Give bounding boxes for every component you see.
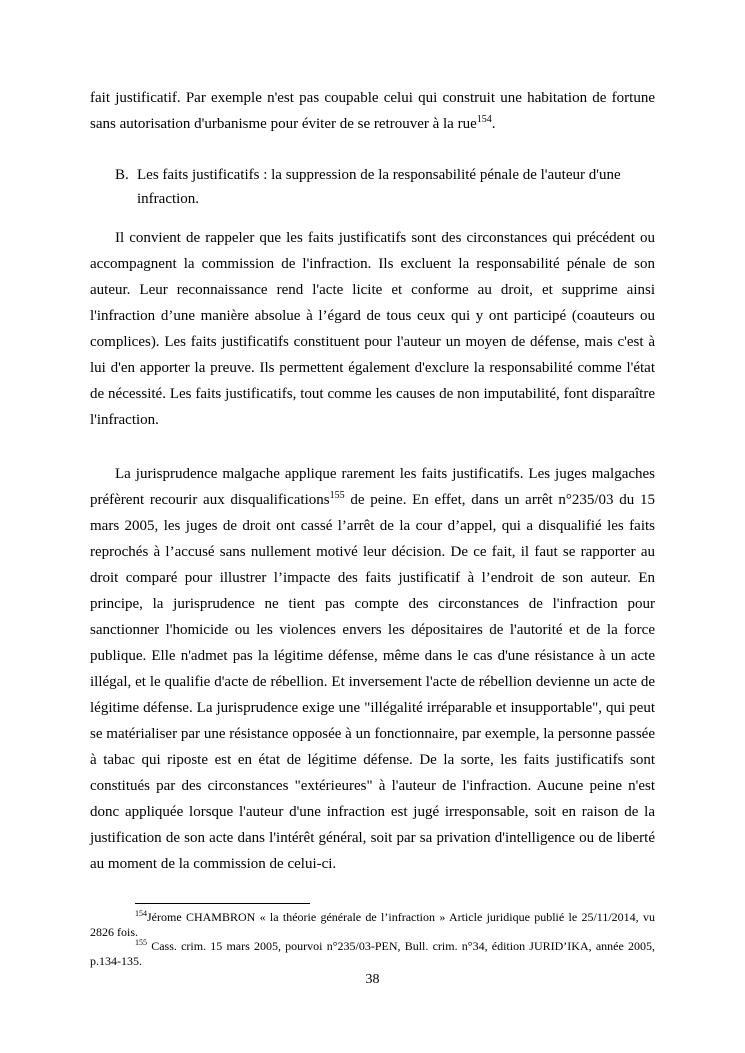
footnote-separator [135, 903, 310, 904]
paragraph-text: . [491, 116, 496, 132]
footnote-155-number: 155 [135, 938, 147, 947]
paragraph-text: de peine. En effet, dans un arrêt n°235/03 du 15 mars 2005, les juges de droit ont cassé l’arrêt de la cour d’appel, qui a disqualifié les faits reprochés à l’accusé sans nullement motivé leur décision. De ce fait, il faut se rapporter au droit comparé pour illustrer l’impacte des faits justificatif à l’endroit de son auteur. En principe, la jurisprudence ne tient pas compte des circonstances de l'infraction pour sanctionner l'homicide ou les violences envers les dépositaires de l'autorité et de la force publique. Elle n'admet pas la légitime défense, même dans le cas d'une résistance à un acte illégal, et le qualifie d'acte de rébellion. Et inversement l'acte de rébellion devienne un acte de légitime défense. La jurisprudence exige une "illégalité irréparable et insupportable", qui peut se matérialiser par une résistance opposée à un fonctionnaire, par exemple, la personne passée à tabac qui riposte est en état de légitime défense. De la sorte, les faits justificatifs sont constitués par des circonstances "extérieures" à l'auteur de l'infraction. Aucune peine n'est donc appliquée lorsque l'auteur d'une infraction est jugé irresponsable, soit en raison de la justification de son acte dans l'intérêt général, soit par sa privation d'intelligence ou de liberté au moment de la commission de celui-ci. [90, 492, 656, 872]
footnote-154-number: 154 [135, 909, 147, 918]
footnote-155-text: Cass. crim. 15 mars 2005, pourvoi n°235/03-PEN, Bull. crim. n°34, édition JURID’IKA, année 2005, p.134-135. [90, 939, 655, 968]
footnote-area [90, 903, 655, 968]
footnote-ref-155: 155 [329, 490, 345, 501]
section-heading-label: B. [115, 167, 129, 183]
footnote-ref-154: 154 [476, 114, 492, 125]
paragraph-faits-justificatifs: Il convient de rappeler que les faits justificatifs sont des circonstances qui précédent ou accompagnent la commission de l'infraction. Ils excluent la responsabilité pénale de son auteur. Leur reconnaissance rend l'acte licite et conforme au droit, et supprime ainsi l'infraction d’une manière absolue à l’égard de tous ceux qui y ont participé (coauteurs ou complices). Les faits justificatifs constituent pour l'auteur un moyen de défense, mais c'est à lui d'en apporter la preuve. Ils permettent également d'exclure la responsabilité comme l'état de nécessité. Les faits justificatifs, tout comme les causes de non imputabilité, font disparaître l'infraction. [90, 230, 655, 428]
section-heading-text: Les faits justificatifs : la suppression de la responsabilité pénale de l'auteur d'une infraction. [137, 167, 621, 207]
footnote-155 [90, 939, 655, 968]
section-heading-b [90, 163, 655, 211]
page-number: 38 [365, 972, 380, 987]
paragraph-intro [90, 85, 655, 137]
paragraph-text: fait justificatif. Par exemple n'est pas coupable celui qui construit une habitation de fortune sans autorisation d'urbanisme pour éviter de se retrouver à la rue [90, 90, 655, 132]
paragraph-text: La jurisprudence malgache applique rarement les faits justificatifs. Les juges malgaches préfèrent recourir aux disqualifications [90, 466, 655, 508]
footnote-154 [90, 910, 655, 939]
footnote-154-text: Jérome CHAMBRON « la théorie générale de l’infraction » Article juridique publié le 25/11/2014, vu 2826 fois. [90, 910, 655, 939]
paragraph-jurisprudence [90, 461, 655, 877]
